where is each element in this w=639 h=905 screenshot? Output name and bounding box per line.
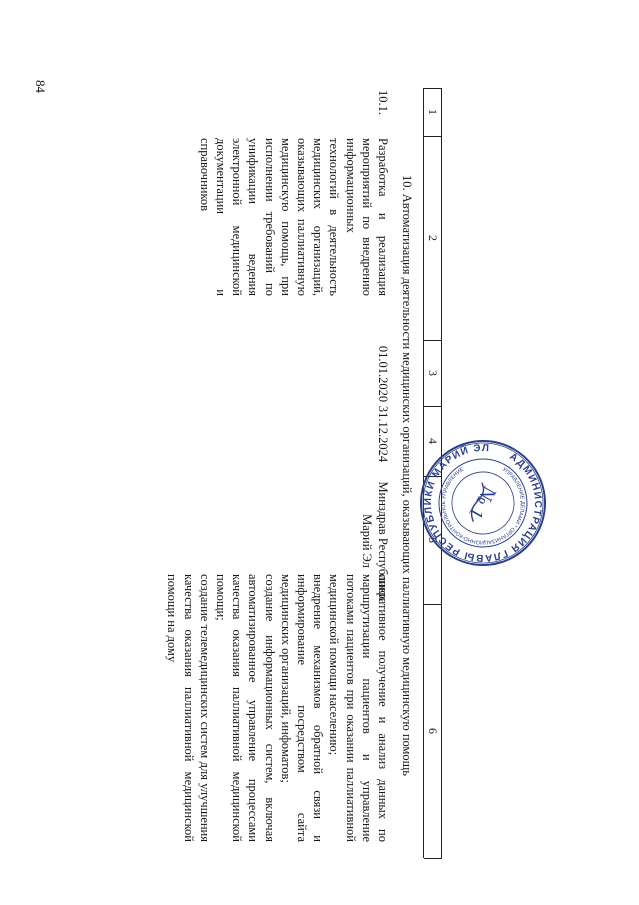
section-title: 10. Автоматизация деятельности медицинских организаций, оказывающих паллиативную медицинскую помощь (400, 174, 414, 777)
row-description: Разработка и реализация мероприятий по внедрению информационных технологий в деятельность медицинских организаций, оказывающих паллиативную медицинскую помощь, при исполнении требований по унификации ведения электронной медицинской документации и справочников (197, 138, 390, 296)
column-number-2: 2 (426, 235, 440, 241)
official-stamp (418, 438, 548, 568)
document-table (112, 88, 442, 858)
page-number: 84 (33, 80, 48, 93)
result-item: создание информационных систем, включая автоматизированное управление процессами качества оказания паллиативной медицинской помощи; (213, 574, 277, 842)
col-divider (424, 858, 442, 859)
stamp-seal-icon (418, 438, 548, 568)
row-expected-result (164, 574, 391, 842)
column-number-5: 5 (426, 537, 440, 543)
column-number-4: 4 (426, 438, 440, 444)
stamp-outer-text: АДМИНИСТРАЦИЯ ГЛАВЫ РЕСПУБЛИКИ МАРИЙ ЭЛ (422, 442, 544, 564)
result-item: внедрение механизмов обратной связи и информирование посредством сайта медицинских организаций, инфоматов; (278, 574, 326, 842)
result-item: оперативное получение и анализ данных по маршрутизации пациентов и управление потоками пациентов при оказании паллиативной медицинской помощи населению; (327, 574, 390, 842)
column-number-6: 6 (426, 728, 440, 734)
row-start-date: 01.01.2020 (376, 345, 390, 403)
column-number-1: 1 (426, 109, 440, 115)
row-end-date: 31.12.2024 (376, 405, 390, 463)
result-item: создание телемедицинских систем для улучшения качества оказания паллиативной медицинской помощи на дому (165, 574, 212, 842)
stamp-center-text: № 1 (464, 482, 501, 523)
row-number: 10.1. (376, 90, 390, 115)
column-number-3: 3 (426, 370, 440, 376)
stamp-inner-text: УПРАВЛЕНИЕ ДЕЛАМИ * ОРГАНИЗАЦИОННО-КОНТРОЛЬНОЕ УПРАВЛЕНИЕ (440, 466, 526, 546)
row-executor: Минздрав Республики Марий Эл (359, 481, 390, 601)
